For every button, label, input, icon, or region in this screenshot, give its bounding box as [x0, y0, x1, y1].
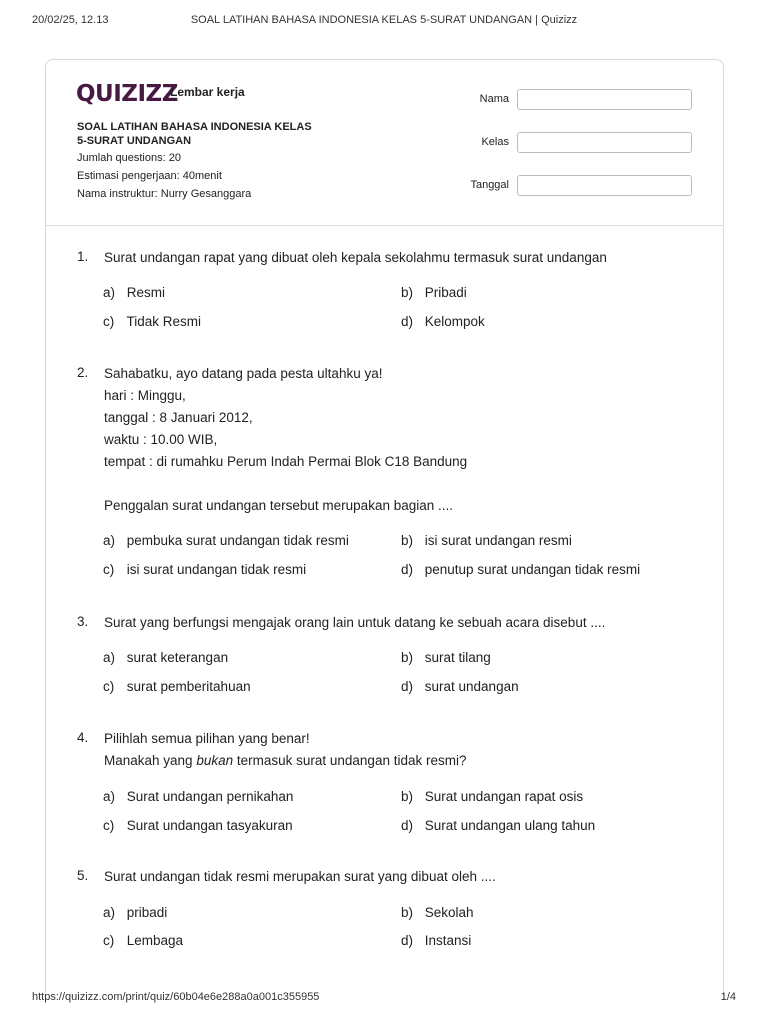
question-number: 1.: [77, 249, 89, 264]
blank-line: [104, 475, 703, 497]
option-3a[interactable]: a) surat keterangan: [103, 650, 229, 665]
option-5a[interactable]: a) pribadi: [103, 905, 168, 920]
option-2d[interactable]: d) penutup surat undangan tidak resmi: [401, 562, 641, 577]
option-4c[interactable]: c) Surat undangan tasyakuran: [103, 818, 293, 833]
worksheet-header: [46, 60, 723, 226]
question-text: waktu : 10.00 WIB,: [104, 432, 218, 447]
option-3d[interactable]: d) surat undangan: [401, 679, 519, 694]
date-label: Tanggal: [470, 179, 509, 191]
page-number: 1/4: [720, 991, 736, 1003]
question-text: tempat : di rumahku Perum Indah Permai Blok C18 Bandung: [104, 454, 468, 469]
question-text: hari : Minggu,: [104, 388, 186, 403]
question-text: Surat undangan rapat yang dibuat oleh kepala sekolahmu termasuk surat undangan: [104, 250, 607, 265]
option-5b[interactable]: b) Sekolah: [401, 905, 474, 920]
class-input[interactable]: [517, 132, 692, 153]
print-url: https://quizizz.com/print/quiz/60b04e6e288a0a001c355955: [32, 991, 320, 1003]
option-5d[interactable]: d) Instansi: [401, 933, 472, 948]
question-instruction: Pilihlah semua pilihan yang benar!: [104, 731, 310, 746]
option-1a[interactable]: a) Resmi: [103, 285, 166, 300]
estimated-duration: Estimasi pengerjaan: 40menit: [77, 170, 222, 182]
option-4a[interactable]: a) Surat undangan pernikahan: [103, 789, 294, 804]
option-2b[interactable]: b) isi surat undangan resmi: [401, 533, 572, 548]
option-1b[interactable]: b) Pribadi: [401, 285, 467, 300]
option-1d[interactable]: d) Kelompok: [401, 314, 485, 329]
name-input[interactable]: [517, 89, 692, 110]
print-footer: [32, 991, 736, 1007]
question-number: 2.: [77, 365, 89, 380]
option-3c[interactable]: c) surat pemberitahuan: [103, 679, 251, 694]
quizizz-logo: QUIZIZZ: [76, 81, 178, 107]
question-text: Penggalan surat undangan tersebut merupakan bagian ....: [104, 498, 454, 513]
option-1c[interactable]: c) Tidak Resmi: [103, 314, 202, 329]
print-header: [32, 14, 736, 30]
emphasis-word: bukan: [196, 753, 234, 768]
quiz-title: [77, 120, 337, 148]
quiz-title-line-1: SOAL LATIHAN BAHASA INDONESIA KELAS: [77, 121, 312, 133]
worksheet-label: Lembar kerja: [170, 85, 245, 99]
name-label: Nama: [479, 93, 509, 105]
questions-count: Jumlah questions: 20: [77, 152, 181, 164]
class-label: Kelas: [481, 136, 509, 148]
option-3b[interactable]: b) surat tilang: [401, 650, 491, 665]
question-text: tanggal : 8 Januari 2012,: [104, 410, 253, 425]
option-2a[interactable]: a) pembuka surat undangan tidak resmi: [103, 533, 349, 548]
print-date: 20/02/25, 12.13: [32, 14, 109, 26]
option-5c[interactable]: c) Lembaga: [103, 933, 184, 948]
question-text: Sahabatku, ayo datang pada pesta ultahku ya!: [104, 366, 383, 381]
option-4b[interactable]: b) Surat undangan rapat osis: [401, 789, 584, 804]
question-number: 5.: [77, 868, 89, 883]
option-4d[interactable]: d) Surat undangan ulang tahun: [401, 818, 596, 833]
worksheet: [45, 59, 724, 1000]
option-2c[interactable]: c) isi surat undangan tidak resmi: [103, 562, 307, 577]
question-number: 3.: [77, 614, 89, 629]
instructor-name: Nama instruktur: Nurry Gesanggara: [77, 188, 252, 200]
question-text: Surat undangan tidak resmi merupakan surat yang dibuat oleh ....: [104, 869, 496, 884]
quiz-title-line-2: 5-SURAT UNDANGAN: [77, 135, 192, 147]
question-text: Manakah yang bukan termasuk surat undangan tidak resmi?: [104, 753, 467, 768]
print-document-title: SOAL LATIHAN BAHASA INDONESIA KELAS 5-SURAT UNDANGAN | Quizizz: [190, 14, 578, 26]
question-text: Surat yang berfungsi mengajak orang lain untuk datang ke sebuah acara disebut ....: [104, 615, 606, 630]
question-number: 4.: [77, 730, 89, 745]
date-input[interactable]: [517, 175, 692, 196]
